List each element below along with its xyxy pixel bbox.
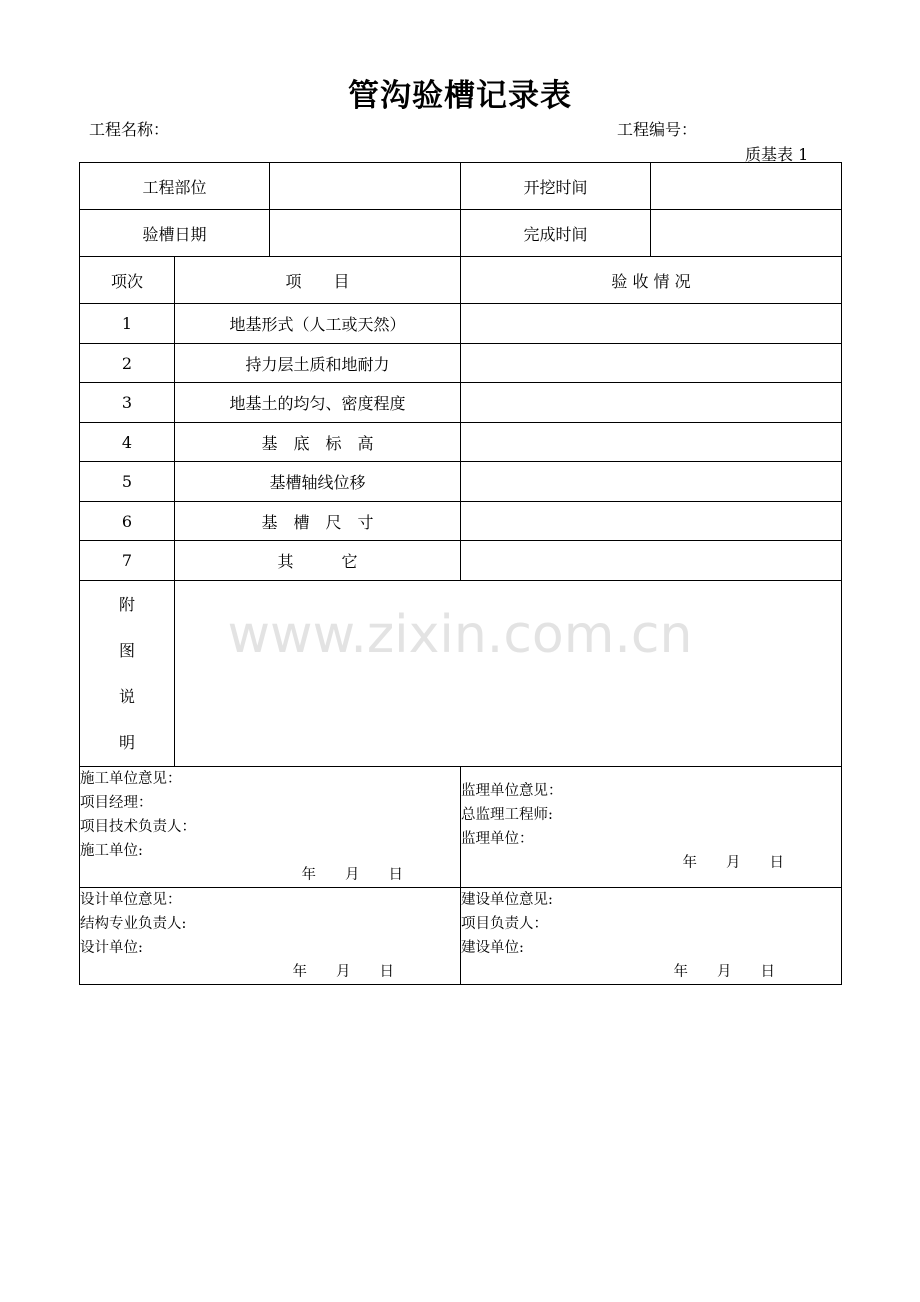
owner-unit-label: 建设单位: bbox=[461, 940, 524, 956]
row-item: 其 它 bbox=[175, 541, 461, 581]
construction-tech-lead-label: 项目技术负责人： bbox=[80, 819, 196, 835]
row-status-field[interactable] bbox=[461, 304, 842, 344]
row-no: 4 bbox=[80, 423, 175, 462]
form-code: 质基表 1 bbox=[745, 145, 809, 164]
header-row-date bbox=[80, 210, 842, 257]
construction-opinion-label: 施工单位意见： bbox=[80, 771, 182, 787]
owner-lead-label: 项目负责人： bbox=[461, 916, 549, 932]
attachment-row bbox=[80, 581, 842, 767]
owner-opinion-label: 建设单位意见: bbox=[461, 892, 553, 908]
supervision-date: 年 月 日 bbox=[682, 855, 785, 871]
row-status-field[interactable] bbox=[461, 502, 842, 541]
row-no: 5 bbox=[80, 462, 175, 502]
attachment-char: 明 bbox=[118, 732, 135, 752]
design-lead-label: 结构专业负责人: bbox=[80, 916, 187, 932]
construction-unit-label: 施工单位: bbox=[80, 843, 143, 859]
design-date: 年 月 日 bbox=[292, 964, 395, 980]
col-header-no: 项次 bbox=[80, 257, 175, 304]
table-row bbox=[80, 462, 842, 502]
row-item: 基槽轴线位移 bbox=[175, 462, 461, 502]
project-part-field[interactable] bbox=[270, 163, 461, 210]
row-item: 地基形式（人工或天然） bbox=[175, 304, 461, 344]
design-opinion-label: 设计单位意见： bbox=[80, 892, 182, 908]
owner-unit-block[interactable] bbox=[461, 888, 842, 985]
row-status-field[interactable] bbox=[461, 541, 842, 581]
col-header-status: 验 收 情 况 bbox=[461, 257, 842, 304]
row-status-field[interactable] bbox=[461, 423, 842, 462]
row-item: 基 槽 尺 寸 bbox=[175, 502, 461, 541]
header-row-part bbox=[80, 163, 842, 210]
row-status-field[interactable] bbox=[461, 462, 842, 502]
design-unit-label: 设计单位: bbox=[80, 940, 143, 956]
attachment-field[interactable] bbox=[175, 581, 842, 767]
attachment-char: 图 bbox=[118, 640, 135, 660]
construction-manager-label: 项目经理： bbox=[80, 795, 153, 811]
table-row bbox=[80, 502, 842, 541]
construction-unit-block[interactable] bbox=[80, 767, 461, 888]
construction-date: 年 月 日 bbox=[301, 867, 404, 883]
attachment-char: 附 bbox=[118, 594, 135, 614]
row-status-field[interactable] bbox=[461, 383, 842, 423]
table-row bbox=[80, 304, 842, 344]
row-item: 地基土的均匀、密度程度 bbox=[175, 383, 461, 423]
table-row bbox=[80, 541, 842, 581]
inspection-form-table bbox=[79, 162, 842, 985]
finish-time-label: 完成时间 bbox=[461, 210, 651, 257]
owner-date: 年 月 日 bbox=[673, 964, 776, 980]
row-item: 基 底 标 高 bbox=[175, 423, 461, 462]
check-date-field[interactable] bbox=[270, 210, 461, 257]
row-no: 6 bbox=[80, 502, 175, 541]
supervision-unit-label: 监理单位： bbox=[461, 831, 534, 847]
project-name-label: 工程名称： bbox=[89, 120, 170, 139]
row-no: 3 bbox=[80, 383, 175, 423]
row-no: 1 bbox=[80, 304, 175, 344]
page-title: 管沟验槽记录表 bbox=[348, 78, 572, 114]
row-no: 2 bbox=[80, 344, 175, 383]
row-item: 持力层土质和地耐力 bbox=[175, 344, 461, 383]
finish-time-field[interactable] bbox=[651, 210, 842, 257]
attachment-char: 说 bbox=[118, 686, 135, 706]
dig-time-field[interactable] bbox=[651, 163, 842, 210]
table-row bbox=[80, 383, 842, 423]
project-part-label: 工程部位 bbox=[80, 163, 270, 210]
column-header-row bbox=[80, 257, 842, 304]
project-number-label: 工程编号： bbox=[617, 120, 698, 139]
dig-time-label: 开挖时间 bbox=[461, 163, 651, 210]
signature-row-2 bbox=[80, 888, 842, 985]
supervision-unit-block[interactable] bbox=[461, 767, 842, 888]
supervision-opinion-label: 监理单位意见： bbox=[461, 783, 563, 799]
signature-row-1 bbox=[80, 767, 842, 888]
row-status-field[interactable] bbox=[461, 344, 842, 383]
check-date-label: 验槽日期 bbox=[80, 210, 270, 257]
watermark: www.zixin.com.cn bbox=[227, 605, 693, 665]
attachment-label bbox=[80, 581, 175, 767]
design-unit-block[interactable] bbox=[80, 888, 461, 985]
row-no: 7 bbox=[80, 541, 175, 581]
supervision-chief-label: 总监理工程师: bbox=[461, 807, 553, 823]
table-row bbox=[80, 344, 842, 383]
col-header-item: 项 目 bbox=[175, 257, 461, 304]
table-row bbox=[80, 423, 842, 462]
